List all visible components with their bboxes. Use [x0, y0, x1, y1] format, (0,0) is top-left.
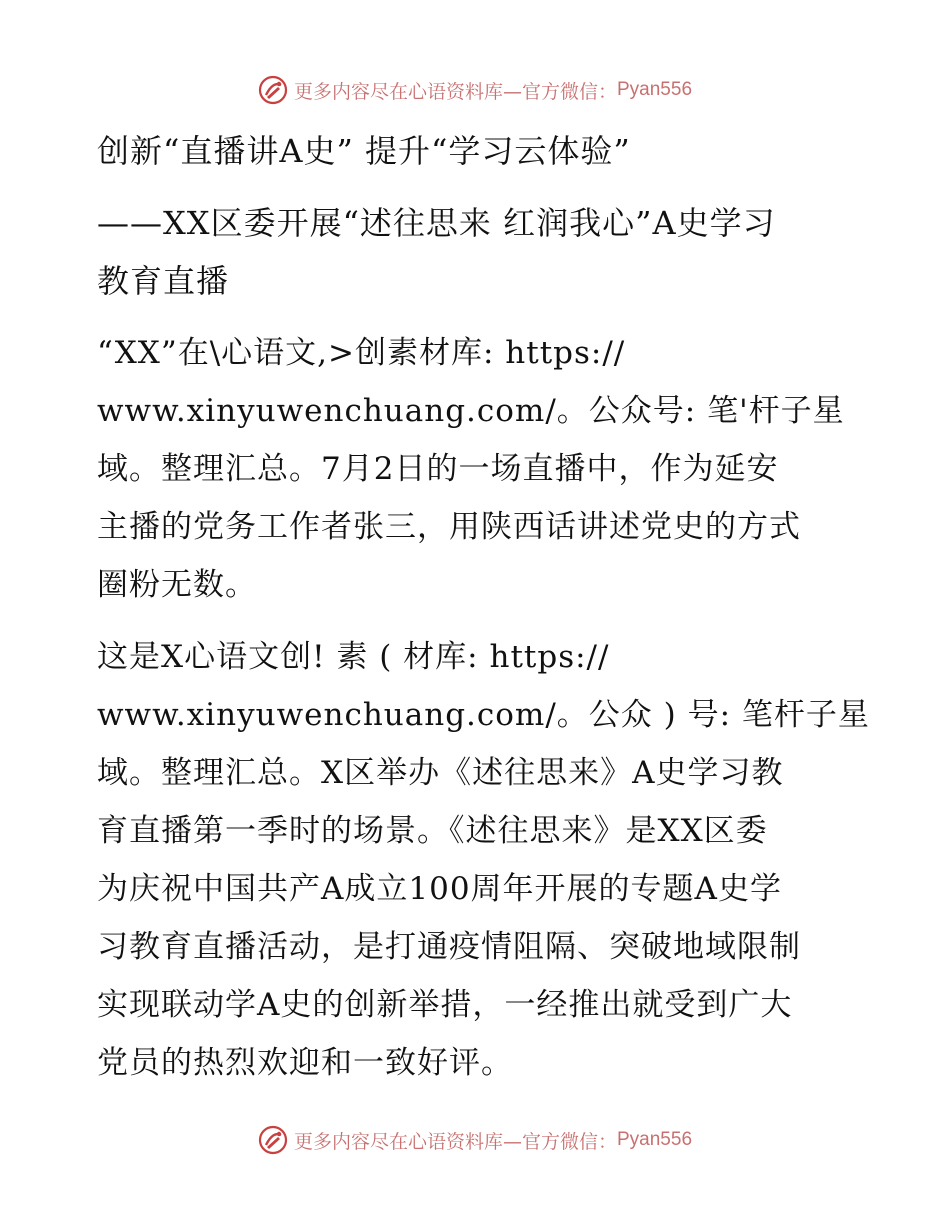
logo-icon — [258, 1125, 288, 1155]
paragraph-line: 育直播第一季时的场景。《述往思来》是XX区委 — [97, 813, 768, 849]
title-line-1: 创新“直播讲A史” 提升“学习云体验” — [97, 132, 631, 170]
paragraph-line: 圈粉无数。 — [97, 567, 257, 603]
paragraph-line: 党员的热烈欢迎和一致好评。 — [97, 1045, 513, 1081]
paragraph-line: 实现联动学A史的创新举措，一经推出就受到广大 — [97, 987, 793, 1023]
paragraph-line: www.xinyuwenchuang.com/。公众 ) 号: 笔杆子星 — [97, 697, 870, 733]
banner-wechat-id: Pyan556 — [617, 1129, 693, 1150]
paragraph-line: 域。整理汇总。7月2日的一场直播中，作为延安 — [97, 451, 779, 487]
paragraph-line: 习教育直播活动，是打通疫情阻隔、突破地域限制 — [97, 929, 801, 965]
footer-banner — [0, 1120, 950, 1160]
paragraph-2 — [97, 628, 870, 1092]
header-banner — [0, 70, 950, 110]
title-line-2: ——XX区委开展“述往思来 红润我心”A史学习 — [97, 204, 776, 242]
title-line-3: 教育直播 — [97, 262, 230, 300]
paragraph-line: 这是X心语文创! 素 ( 材库: https:// — [97, 639, 610, 675]
paragraph-1 — [97, 324, 857, 614]
document-body — [97, 122, 870, 1092]
banner-text: 更多内容尽在心语资料库—官方微信： — [293, 80, 617, 103]
paragraph-line: 主播的党务工作者张三，用陕西话讲述党史的方式 — [97, 509, 801, 545]
banner-text: 更多内容尽在心语资料库—官方微信： — [293, 1130, 617, 1153]
banner-wechat-id: Pyan556 — [617, 79, 693, 100]
paragraph-line: “XX”在\心语文,>创素材库: https:// — [97, 335, 626, 371]
paragraph-line: 域。整理汇总。X区举办《述往思来》A史学习教 — [97, 755, 784, 791]
paragraph-line: 为庆祝中国共产A成立100周年开展的专题A史学 — [97, 871, 782, 907]
logo-icon — [258, 75, 288, 105]
paragraph-line: www.xinyuwenchuang.com/。公众号: 笔'杆子星 — [97, 393, 845, 429]
